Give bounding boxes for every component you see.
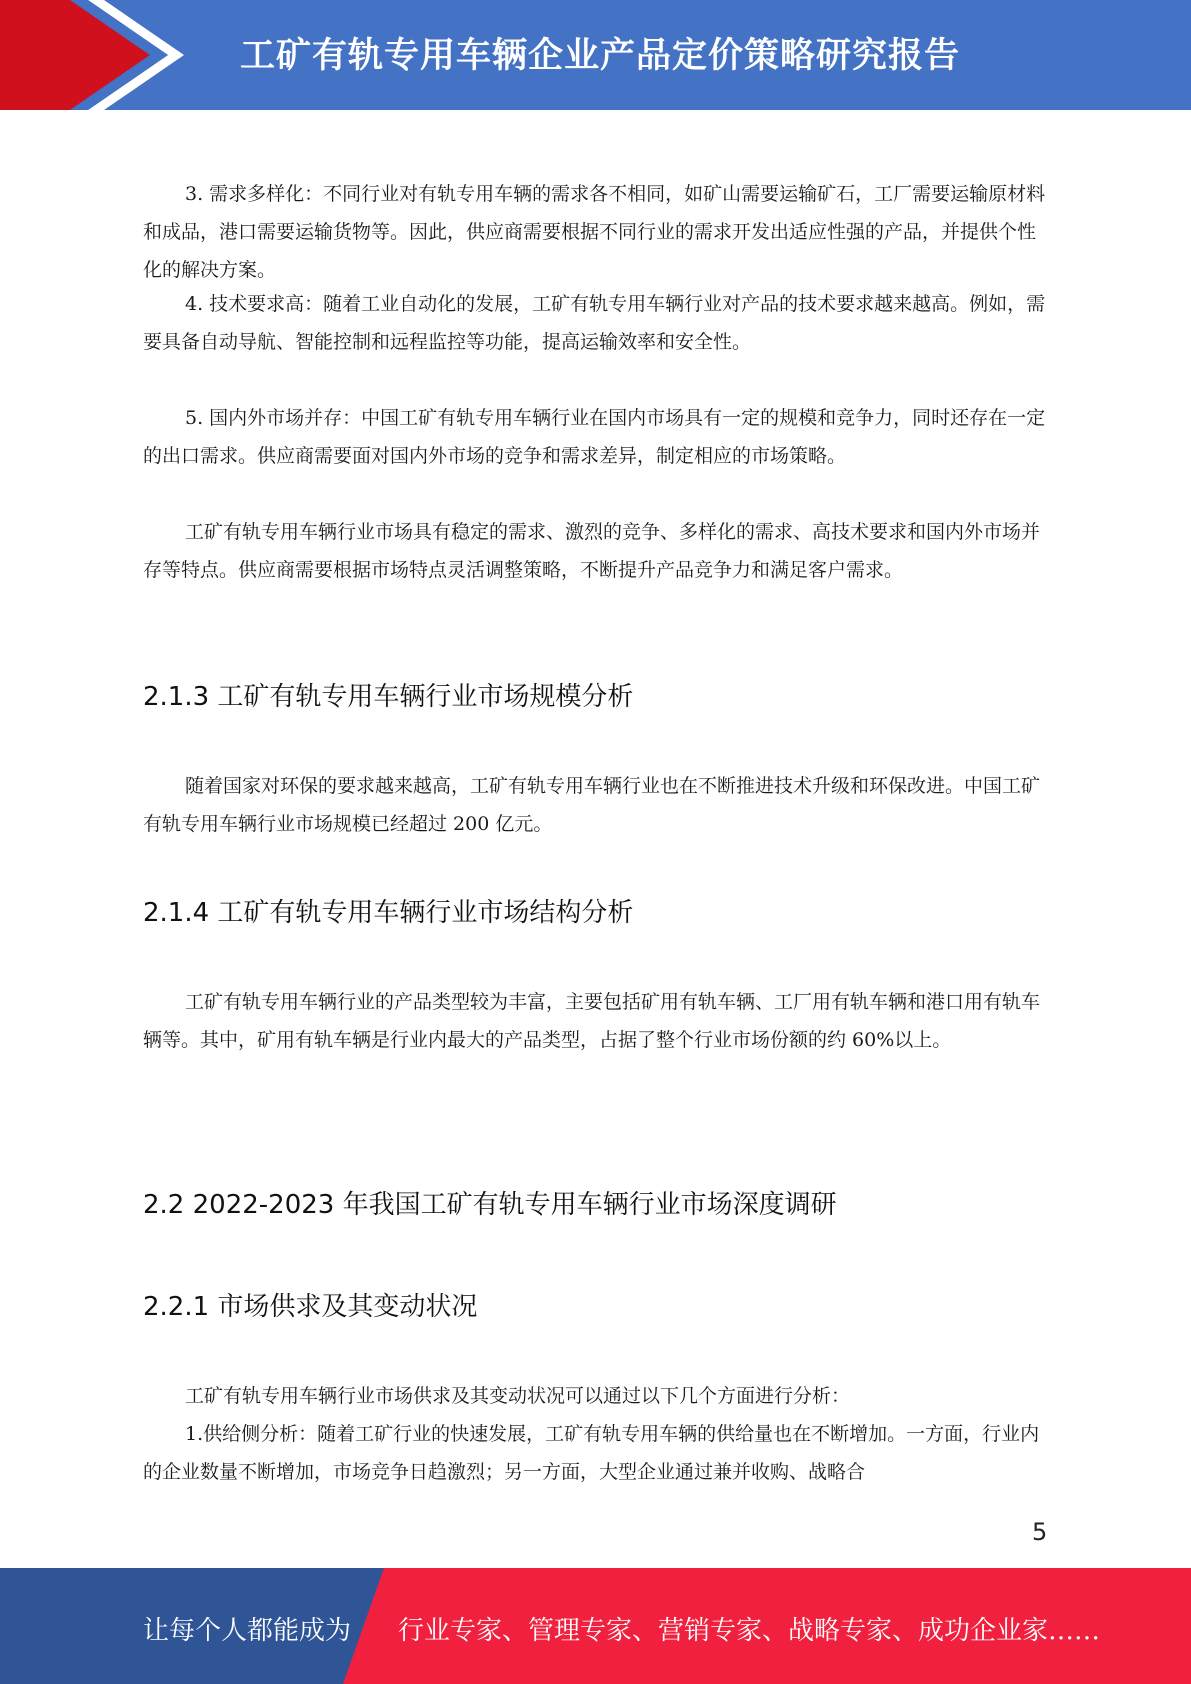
paragraph-tech-requirements: 4. 技术要求高：随着工业自动化的发展，工矿有轨专用车辆行业对产品的技术要求越来越高。例如，需要具备自动导航、智能控制和远程监控等功能，提高运输效率和安全性。: [143, 293, 1046, 353]
paragraph-demand-diversity: 3. 需求多样化：不同行业对有轨专用车辆的需求各不相同，如矿山需要运输矿石，工厂需要运输原材料和成品，港口需要运输货物等。因此，供应商需要根据不同行业的需求开发出适应性强的产品，并提供个性化的解决方案。: [143, 183, 1046, 281]
paragraph-domestic-foreign-markets: 5. 国内外市场并存：中国工矿有轨专用车辆行业在国内市场具有一定的规模和竞争力，同时还存在一定的出口需求。供应商需要面对国内外市场的竞争和需求差异，制定相应的市场策略。: [143, 407, 1046, 467]
paragraph-supply-side: 1.供给侧分析：随着工矿行业的快速发展，工矿有轨专用车辆的供给量也在不断增加。一方面，行业内的企业数量不断增加，市场竞争日趋激烈；另一方面，大型企业通过兼并收购、战略合: [143, 1423, 1040, 1483]
heading-2-2: 2.2 2022-2023 年我国工矿有轨专用车辆行业市场深度调研: [143, 1190, 837, 1220]
heading-2-1-3: 2.1.3 工矿有轨专用车辆行业市场规模分析: [143, 682, 634, 712]
footer-slogan-right: 行业专家、管理专家、营销专家、战略专家、成功企业家……: [398, 1616, 1101, 1646]
paragraph-market-structure: 工矿有轨专用车辆行业的产品类型较为丰富，主要包括矿用有轨车辆、工厂用有轨车辆和港口用有轨车辆等。其中，矿用有轨车辆是行业内最大的产品类型，占据了整个行业市场份额的约 60%以上。: [143, 991, 1041, 1051]
paragraph-supply-demand-intro: 工矿有轨专用车辆行业市场供求及其变动状况可以通过以下几个方面进行分析：: [185, 1385, 851, 1407]
page-header: [0, 0, 1191, 110]
heading-2-1-4: 2.1.4 工矿有轨专用车辆行业市场结构分析: [143, 898, 634, 928]
report-title: 工矿有轨专用车辆企业产品定价策略研究报告: [240, 36, 961, 76]
footer-slogan-left: 让每个人都能成为: [143, 1616, 352, 1646]
paragraph-market-summary: 工矿有轨专用车辆行业市场具有稳定的需求、激烈的竞争、多样化的需求、高技术要求和国内外市场并存等特点。供应商需要根据市场特点灵活调整策略，不断提升产品竞争力和满足客户需求。: [143, 521, 1041, 581]
heading-2-2-1: 2.2.1 市场供求及其变动状况: [143, 1292, 478, 1322]
paragraph-market-size: 随着国家对环保的要求越来越高，工矿有轨专用车辆行业也在不断推进技术升级和环保改进。中国工矿有轨专用车辆行业市场规模已经超过 200 亿元。: [143, 775, 1041, 835]
page-footer: [0, 1568, 1191, 1684]
page-number: 5: [1032, 1518, 1048, 1546]
